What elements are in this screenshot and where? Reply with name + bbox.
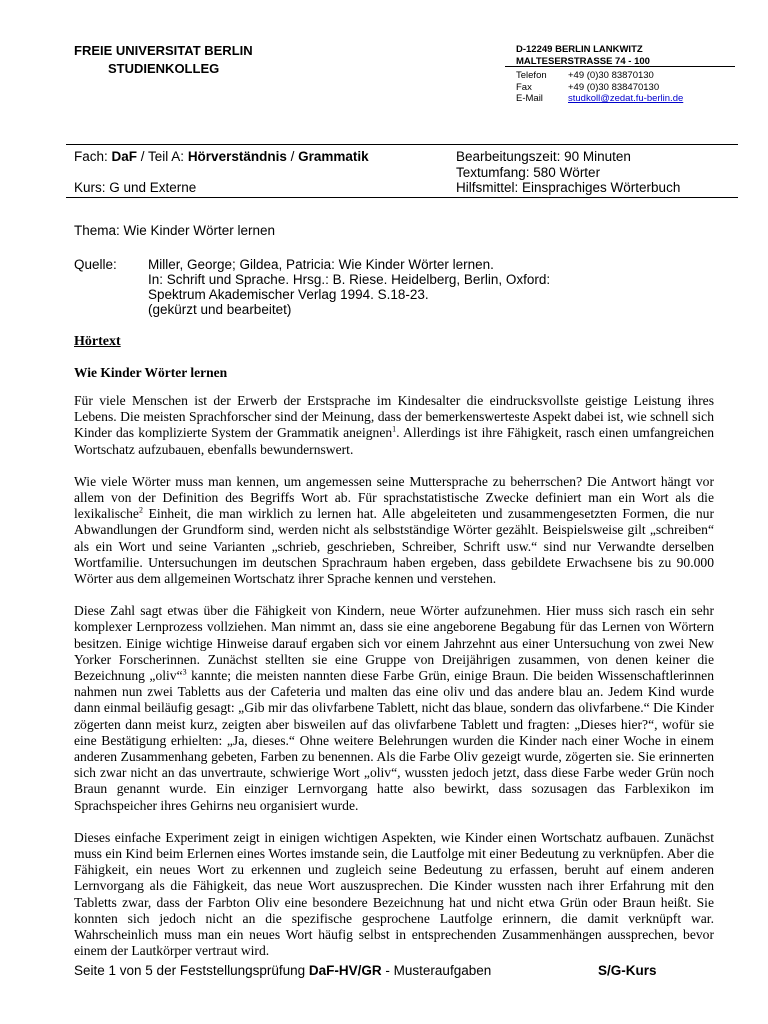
footer-page-info: Seite 1 von 5 der Feststellungsprüfung DaF-HV/GR - Musteraufgaben	[74, 963, 492, 978]
course-line: Kurs: G und Externe	[74, 180, 197, 195]
duration-line: Bearbeitungszeit: 90 Minuten	[456, 149, 631, 164]
email-link[interactable]: studkoll@zedat.fu-berlin.de	[568, 93, 684, 104]
source-citation: Miller, George; Gildea, Patricia: Wie Kinder Wörter lernen. In: Schrift und Sprache. Hrsg.: B. Riese. Heidelberg, Berlin, Oxford: Spektrum Akademischer Verlag 1994. S.18-23. (gekürzt und bearbeitet)	[148, 257, 551, 317]
listening-text	[74, 393, 714, 976]
institution-department: STUDIENKOLLEG	[108, 61, 220, 76]
info-left-column	[74, 149, 444, 196]
address-block	[516, 44, 756, 105]
topic-line: Thema: Wie Kinder Wörter lernen	[74, 223, 276, 238]
exam-info-box	[66, 144, 738, 198]
footer-course: S/G-Kurs	[598, 963, 657, 978]
paragraph-3: Diese Zahl sagt etwas über die Fähigkeit von Kindern, neue Wörter aufzunehmen. Hier muss sich rasch ein sehr komplexer Lernprozess vollziehen. Man nimmt an, dass sie eine angeborene Begabung für das Lernen von Wörtern besitzen. Einige wichtige Hinweise darauf ergaben sich vor einem Jahrzehnt aus einer Untersuchung von zwei New Yorker Forscherinnen. Zunächst stellten sie eine Gruppe von Dreijährigen zusammen, von denen keiner die Bezeichnung „oliv“$^3$ kannte; die meisten nannten diese Farbe Grün, einige Braun. Die beiden Wissenschaftlerinnen nahmen nun zwei Tabletts aus der Cafeteria und malten das eine oliv und das andere blau an. Jedem Kind wurde dann einmal beiläufig gesagt: „Gib mir das olivfarbene Tablett, nicht das blaue, sondern das olivfarbene.“ Die Kinder zögerten dann meist kurz, zeigten aber bisweilen auf das olivfarbene Tablett und fragten: „Dieses hier?“, wofür sie eine Bestätigung erhielten: „Ja, dieses.“ Ohne weitere Belehrungen wurden die Kinder nach einer Woche in einem anderen Zusammenhang gebeten, Farben zu benennen. Als die Farbe Oliv gezeigt wurde, zögerten sie. Sie erinnerten sich zwar nicht an das unvertraute, schwierige Wort „oliv“, wussten jedoch jetzt, dass diese Farbe weder Grün noch Braun genannt wurde. Ein einziger Lernvorgang hatte also bewirkt, dass sozusagen das Farblexikon im Sprachspeicher ihres Gehirns neu organisiert wurde.	[74, 603, 714, 813]
info-right-column	[456, 149, 736, 196]
section-heading: Hörtext	[74, 334, 121, 349]
institution-block	[74, 42, 253, 78]
paragraph-2: Wie viele Wörter muss man kennen, um angemessen seine Muttersprache zu beherrschen? Die Antwort hängt vor allem von der Definition des Begriffs Wort ab. Für sprachstatistische Zwecke definiert man ein Wort als die lexikalische$^2$ Einheit, die man wirklich zu lernen hat. Alle abgeleiteten und zusammengesetzten Formen, die nur Abwandlungen der Grundform sind, werden nicht als selbstständige Wörter gezählt. Beispielsweise gilt „schreiben“ als ein Wort und seine Varianten „schrieb, geschrieben, Schreiber, Schrift usw.“ sind nur Verwandte derselben Wortfamilie. Untersuchungen im deutschen Sprachraum haben ergeben, dass gebildete Erwachsene bis zu 90.000 Wörter aus dem allgemeinen Wortschatz ihrer Sprache kennen und verstehen.	[74, 473, 714, 587]
contact-phone: Telefon +49 (0)30 83870130	[516, 70, 654, 81]
paragraph-4: Dieses einfache Experiment zeigt in einigen wichtigen Aspekten, wie Kinder einen Wortschatz aufbauen. Zunächst muss ein Kind beim Erlernen eines Wortes imstande sein, die Lautfolge mit einer Bedeutung zu verknüpfen. Aber die Fähigkeit, ein neues Wort zu erkennen und zugleich seine Bedeutung zu erfassen, beruht auf einem anderen Lernvorgang als die Fähigkeit, das neue Wort auszusprechen. Die Kinder wussten nach ihrer Erfahrung mit den Tabletts zwar, dass der Farbton Oliv eine besondere Bezeichnung hat und nicht etwa Grün oder Braun heißt. Sie konnten sich jedoch nicht an die spezifische gesprochene Lautfolge erinnern, die damit verknüpft war. Wahrscheinlich muss man ein neues Wort häufig selbst in entsprechenden Zusammenhängen aussprechen, bevor einem der Lautkörper vertraut wird.	[74, 829, 714, 959]
header-divider	[505, 66, 735, 67]
paragraph-1: Für viele Menschen ist der Erwerb der Erstsprache im Kindesalter die eindrucksvollste geistige Leistung ihres Lebens. Die meisten Sprachforscher sind der Meinung, dass der bemerkenswerteste Aspekt dabei ist, wie schnell sich Kinder das komplizierte System der Grammatik aneignen$^1$. Allerdings ist ihre Fähigkeit, rasch einen umfangreichen Wortschatz aufzubauen, ebenfalls bewundernswert.	[74, 393, 714, 457]
institution-name: FREIE UNIVERSITAT BERLIN	[74, 43, 253, 58]
footnote-3: 3	[182, 667, 187, 677]
contact-fax: Fax +49 (0)30 838470130	[516, 81, 660, 93]
footnote-1: 1	[392, 424, 397, 434]
contact-email: E-Mail studkoll@zedat.fu-berlin.de	[516, 93, 684, 104]
subject-line: Fach: DaF / Teil A: Hörverständnis / Grammatik	[74, 149, 369, 164]
text-title: Wie Kinder Wörter lernen	[74, 365, 228, 380]
aids-line: Hilfsmittel: Einsprachiges Wörterbuch	[456, 180, 681, 195]
address-city: D-12249 BERLIN LANKWITZ	[516, 44, 643, 55]
source-label: Quelle:	[74, 257, 117, 272]
page-footer	[74, 963, 664, 978]
address-street: MALTESERSTRASSE 74 - 100	[516, 55, 650, 67]
text-length-line: Textumfang: 580 Wörter	[456, 164, 601, 180]
footnote-2: 2	[138, 505, 143, 515]
